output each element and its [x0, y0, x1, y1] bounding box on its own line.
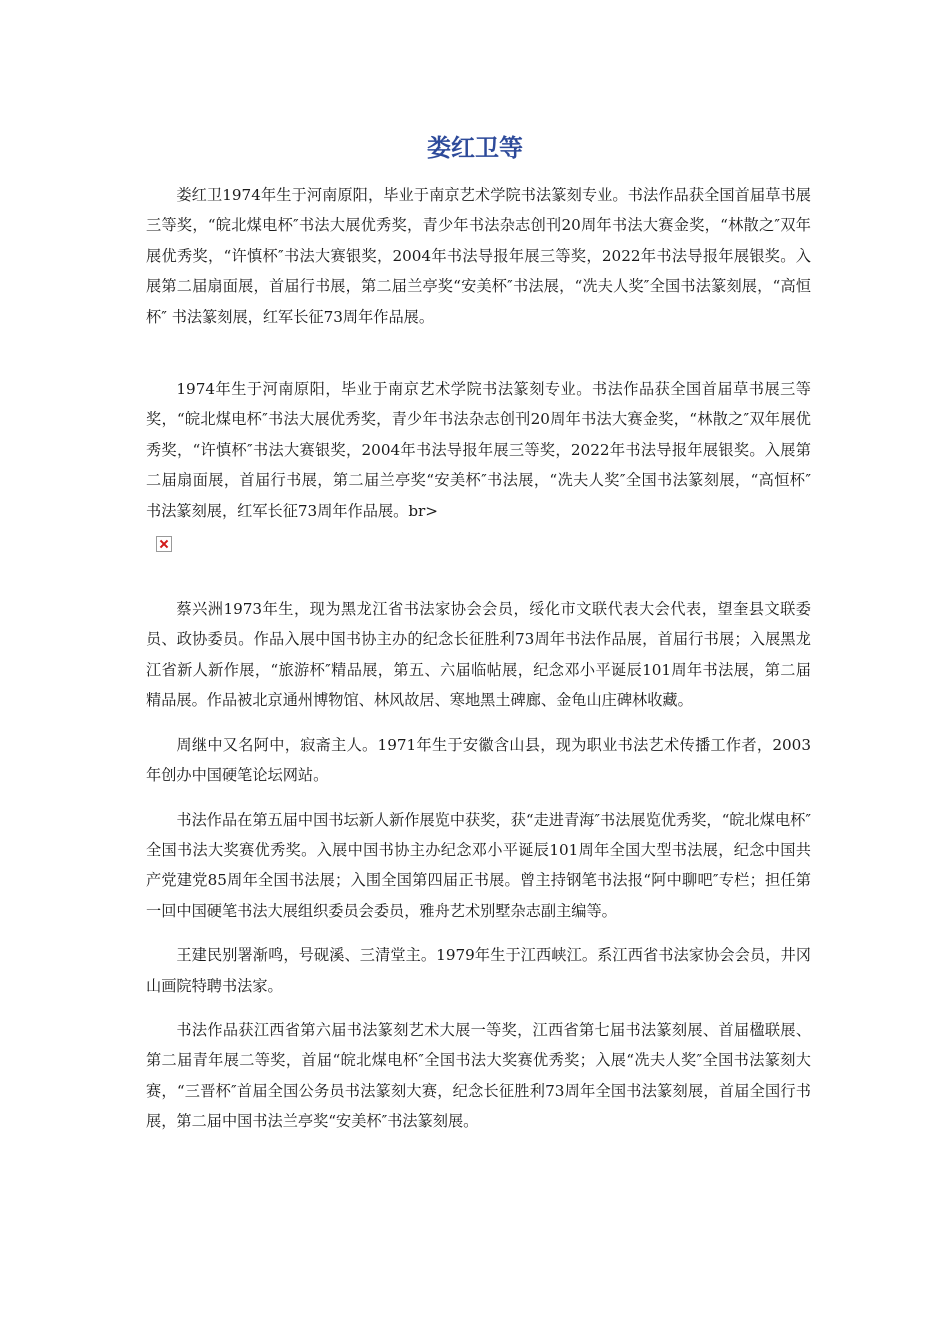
- paragraph-zhou-jizhong-works: 书法作品在第五届中国书坛新人新作展览中获奖，获“走进青海″书法展览优秀奖，“皖北煤电杯″全国书法大奖赛优秀奖。入展中国书协主办纪念邓小平诞辰101周年全国大型书法展，纪念中国共产党建党85周年全国书法展；入围全国第四届正书展。曾主持钢笔书法报“阿中聊吧″专栏；担任第一回中国硬笔书法大展组织委员会委员，雅舟艺术别墅杂志副主编等。: [146, 810, 811, 920]
- spacer: [146, 926, 811, 940]
- paragraph-lou-hongwei: 娄红卫1974年生于河南原阳，毕业于南京艺术学院书法篆刻专业。书法作品获全国首届草书展三等奖，“皖北煤电杯″书法大展优秀奖，青少年书法杂志创刊20周年书法大赛金奖，“林散之″双年展优秀奖，“许慎杯″书法大赛银奖，2004年书法导报年展三等奖，2022年书法导报年展银奖。入展第二届扇面展，首届行书展，第二届兰亭奖“安美杯″书法展，“冼夫人奖″全国书法篆刻展，“高恒杯″ 书法篆刻展，红军长征73周年作品展。: [146, 186, 811, 326]
- document-body: [146, 180, 811, 1137]
- paragraph-wang-jianmin-intro: 王建民别署渐鸣，号砚溪、三清堂主。1979年生于江西峡江。系江西省书法家协会会员，井冈山画院特聘书法家。: [146, 946, 811, 995]
- spacer: [146, 332, 811, 374]
- page-title: 娄红卫等: [427, 134, 523, 162]
- paragraph-zhou-jizhong-intro: 周继中又名阿中，寂斋主人。1971年生于安徽含山县，现为职业书法艺术传播工作者，2003年创办中国硬笔论坛网站。: [146, 735, 811, 785]
- paragraph-cai-xingzhou: 蔡兴洲1973年生，现为黑龙江省书法家协会会员，绥化市文联代表大会代表，望奎县文联委员、政协委员。作品入展中国书协主办的纪念长征胜利73周年书法作品展，首届行书展；入展黑龙江省新人新作展，“旅游杯″精品展，第五、六届临帖展，纪念邓小平诞辰101周年书法展，第二届精品展。作品被北京通州博物馆、林风故居、寒地黑土碑廊、金龟山庄碑林收藏。: [146, 600, 811, 710]
- spacer: [146, 791, 811, 805]
- spacer: [146, 552, 811, 594]
- paragraph-wang-jianmin-works: 书法作品获江西省第六届书法篆刻艺术大展一等奖，江西省第七届书法篆刻展、首届楹联展、第二届青年展二等奖，首届“皖北煤电杯″全国书法大奖赛优秀奖；入展“冼夫人奖″全国书法篆刻大赛，“三晋杯″首届全国公务员书法篆刻大赛，纪念长征胜利73周年全国书法篆刻展，首届全国行书展，第二届中国书法兰亭奖“安美杯″书法篆刻展。: [146, 1020, 811, 1131]
- spacer: [146, 1001, 811, 1015]
- broken-image-icon: [156, 536, 172, 552]
- paragraph-lou-hongwei-repeat: 1974年生于河南原阳，毕业于南京艺术学院书法篆刻专业。书法作品获全国首届草书展三等奖，“皖北煤电杯″书法大展优秀奖，青少年书法杂志创刊20周年书法大赛金奖，“林散之″双年展优秀奖，“许慎杯″书法大赛银奖，2004年书法导报年展三等奖，2022年书法导报年展银奖。入展第二届扇面展，首届行书展，第二届兰亭奖“安美杯″书法展，“冼夫人奖″全国书法篆刻展，“高恒杯″ 书法篆刻展，红军长征73周年作品展。br>: [146, 380, 811, 520]
- spacer: [146, 716, 811, 730]
